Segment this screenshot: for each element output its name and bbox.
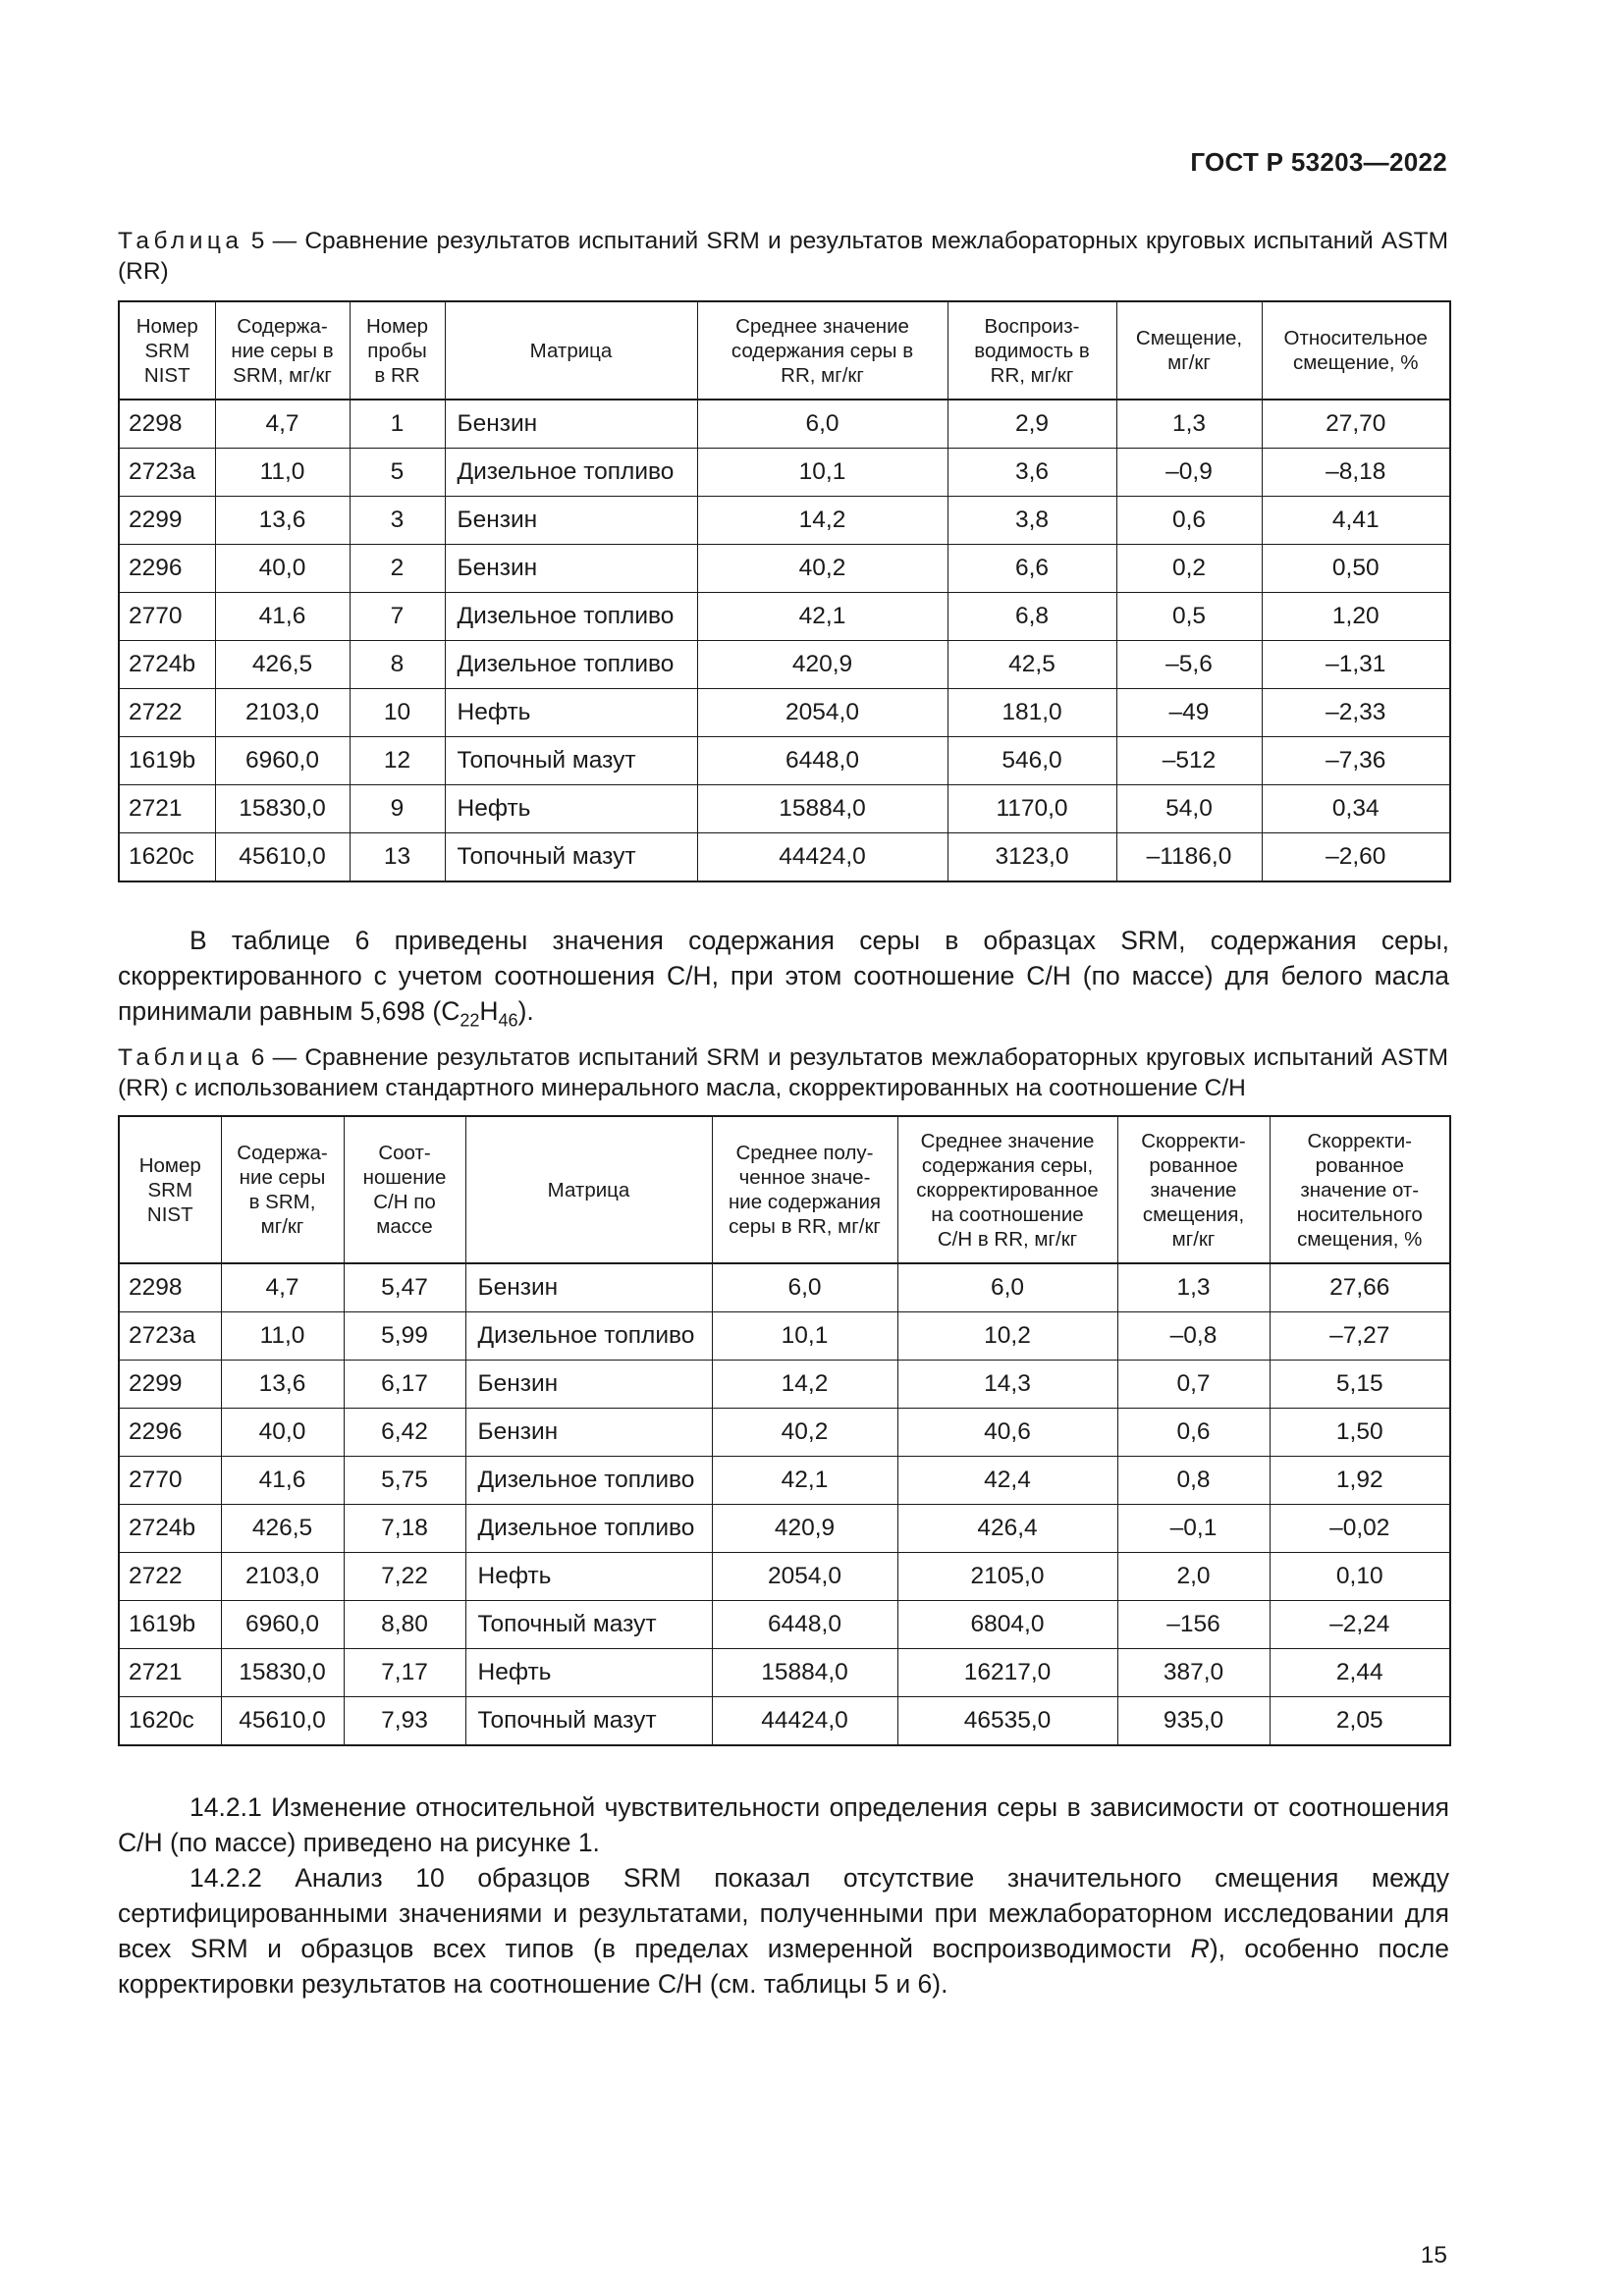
- cell-reproducibility: 6,6: [947, 545, 1116, 593]
- cell-reproducibility: 2,9: [947, 400, 1116, 449]
- header-line: Номер: [138, 1153, 201, 1177]
- paragraph-14-2-1: 14.2.1 Изменение относительной чувствительности определения серы в зависимости от соотношения С/Н (по массе) приведено на рисунке 1.: [118, 1792, 1449, 1857]
- table6-header-ch-ratio: [344, 1116, 465, 1263]
- cell-srm-number: 2723a: [119, 449, 215, 497]
- cell-ch-ratio: 5,75: [344, 1457, 465, 1505]
- table5-header-srm-number: [119, 301, 215, 400]
- cell-relative-bias: –1,31: [1262, 641, 1450, 689]
- header-line: Скорректи-: [1141, 1129, 1246, 1152]
- cell-bias: 0,2: [1116, 545, 1262, 593]
- cell-corrected-relative-bias: 0,10: [1270, 1553, 1450, 1601]
- header-line: мг/кг: [1171, 1227, 1216, 1251]
- cell-corrected-relative-bias: 1,92: [1270, 1457, 1450, 1505]
- header-line: Номер: [365, 314, 429, 338]
- header-line: ченное значе-: [738, 1166, 871, 1189]
- header-line: на соотношение: [931, 1202, 1084, 1226]
- cell-rr-mean: 420,9: [697, 641, 947, 689]
- cell-corrected-bias: 0,8: [1117, 1457, 1270, 1505]
- header-line: ние содержания: [728, 1191, 882, 1213]
- cell-srm-number: 2298: [119, 1263, 221, 1312]
- cell-reproducibility: 3123,0: [947, 833, 1116, 882]
- paragraph3-italic-r: R: [1190, 1934, 1210, 1963]
- cell-srm-number: 2722: [119, 1553, 221, 1601]
- cell-rr-mean: 14,2: [712, 1361, 897, 1409]
- table-row: [119, 1263, 1450, 1312]
- cell-sulfur-srm: 41,6: [215, 593, 350, 641]
- cell-relative-bias: –7,36: [1262, 737, 1450, 785]
- cell-rr-corrected-mean: 2105,0: [897, 1553, 1117, 1601]
- cell-rr-mean: 42,1: [712, 1457, 897, 1505]
- header-line: мг/кг: [1167, 351, 1211, 374]
- page-number: 15: [1420, 2242, 1447, 2269]
- table5-caption-text: 5 — Сравнение результатов испытаний SRM и результатов межлабораторных круговых испытаний ASTM (RR): [118, 228, 1448, 285]
- cell-srm-number: 2722: [119, 689, 215, 737]
- cell-corrected-bias: 1,3: [1117, 1263, 1270, 1312]
- paragraph1-h: H: [479, 996, 499, 1026]
- header-line: серы в RR, мг/кг: [729, 1215, 881, 1238]
- cell-ch-ratio: 7,22: [344, 1553, 465, 1601]
- cell-reproducibility: 42,5: [947, 641, 1116, 689]
- table6-caption-word: Таблица: [118, 1044, 244, 1071]
- cell-rr-sample-number: 9: [350, 785, 445, 833]
- paragraph-table6-intro: [118, 923, 1449, 1029]
- cell-ch-ratio: 5,47: [344, 1263, 465, 1312]
- header-line: массе: [376, 1215, 433, 1238]
- cell-relative-bias: 4,41: [1262, 497, 1450, 545]
- cell-rr-mean: 42,1: [697, 593, 947, 641]
- document-code: ГОСТ Р 53203—2022: [1190, 147, 1447, 177]
- header-line: смещения, %: [1297, 1227, 1423, 1251]
- header-line: Среднее полу-: [735, 1142, 874, 1164]
- table-row: [119, 497, 1450, 545]
- cell-corrected-relative-bias: 2,44: [1270, 1649, 1450, 1697]
- cell-corrected-bias: 0,7: [1117, 1361, 1270, 1409]
- paragraph1-sub-22: 22: [460, 1010, 480, 1031]
- cell-srm-number: 2299: [119, 497, 215, 545]
- cell-sulfur-srm: 15830,0: [215, 785, 350, 833]
- cell-srm-number: 2299: [119, 1361, 221, 1409]
- cell-rr-sample-number: 3: [350, 497, 445, 545]
- cell-rr-sample-number: 8: [350, 641, 445, 689]
- cell-corrected-relative-bias: –2,24: [1270, 1601, 1450, 1649]
- cell-rr-corrected-mean: 42,4: [897, 1457, 1117, 1505]
- cell-rr-corrected-mean: 14,3: [897, 1361, 1117, 1409]
- header-line: ние серы: [239, 1166, 326, 1189]
- cell-rr-corrected-mean: 46535,0: [897, 1697, 1117, 1746]
- header-line: Среднее значение: [735, 314, 909, 338]
- paragraph-14-2-2: [118, 1860, 1449, 2002]
- table-row: [119, 641, 1450, 689]
- table-row: [119, 689, 1450, 737]
- header-line: NIST: [146, 1202, 193, 1226]
- cell-bias: 0,6: [1116, 497, 1262, 545]
- cell-ch-ratio: 6,42: [344, 1409, 465, 1457]
- cell-rr-sample-number: 13: [350, 833, 445, 882]
- table-row: [119, 593, 1450, 641]
- cell-relative-bias: 0,50: [1262, 545, 1450, 593]
- cell-matrix: Топочный мазут: [445, 833, 697, 882]
- table5-header-rr-mean: [697, 301, 947, 400]
- cell-corrected-relative-bias: 1,50: [1270, 1409, 1450, 1457]
- cell-rr-mean: 6448,0: [697, 737, 947, 785]
- header-line: Соот-: [378, 1142, 431, 1164]
- cell-sulfur-srm: 6960,0: [215, 737, 350, 785]
- header-line: ношение: [362, 1166, 447, 1189]
- cell-matrix: Бензин: [465, 1361, 712, 1409]
- cell-srm-number: 2723a: [119, 1312, 221, 1361]
- cell-reproducibility: 181,0: [947, 689, 1116, 737]
- table-row: [119, 1312, 1450, 1361]
- table6-header-rr-mean: [712, 1116, 897, 1263]
- header-line: SRM, мг/кг: [233, 363, 332, 387]
- table-row: [119, 1601, 1450, 1649]
- cell-rr-mean: 44424,0: [697, 833, 947, 882]
- header-line: Смещение,: [1135, 327, 1243, 349]
- table6-header-rr-corrected-mean: [897, 1116, 1117, 1263]
- cell-srm-number: 2724b: [119, 1505, 221, 1553]
- header-line: носительного: [1296, 1202, 1423, 1226]
- table6-header-matrix: [465, 1116, 712, 1263]
- header-line: RR, мг/кг: [990, 363, 1074, 387]
- table5-header-bias: [1116, 301, 1262, 400]
- cell-sulfur-srm: 40,0: [221, 1409, 344, 1457]
- cell-sulfur-srm: 13,6: [221, 1361, 344, 1409]
- cell-matrix: Бензин: [445, 545, 697, 593]
- cell-rr-sample-number: 1: [350, 400, 445, 449]
- cell-rr-sample-number: 10: [350, 689, 445, 737]
- cell-srm-number: 1619b: [119, 1601, 221, 1649]
- header-line: в RR: [374, 363, 420, 387]
- header-line: содержания серы,: [921, 1153, 1094, 1177]
- header-line: Относительное: [1283, 327, 1428, 349]
- table-row: [119, 1457, 1450, 1505]
- cell-matrix: Дизельное топливо: [445, 593, 697, 641]
- cell-relative-bias: –2,33: [1262, 689, 1450, 737]
- cell-corrected-bias: 935,0: [1117, 1697, 1270, 1746]
- cell-rr-mean: 420,9: [712, 1505, 897, 1553]
- table6-body: [119, 1263, 1450, 1745]
- table6-header-corrected-bias: [1117, 1116, 1270, 1263]
- table-row: [119, 1697, 1450, 1746]
- table5-caption: [118, 226, 1448, 287]
- table-row: [119, 833, 1450, 882]
- paragraph1-sub-46: 46: [498, 1010, 518, 1031]
- table6-header-corrected-relative-bias: [1270, 1116, 1450, 1263]
- cell-corrected-bias: 2,0: [1117, 1553, 1270, 1601]
- cell-matrix: Дизельное топливо: [445, 641, 697, 689]
- header-line: Содержа-: [237, 1142, 328, 1164]
- cell-rr-corrected-mean: 40,6: [897, 1409, 1117, 1457]
- table5-header-relative-bias: [1262, 301, 1450, 400]
- cell-relative-bias: –8,18: [1262, 449, 1450, 497]
- cell-corrected-bias: 0,6: [1117, 1409, 1270, 1457]
- cell-bias: –0,9: [1116, 449, 1262, 497]
- cell-matrix: Нефть: [445, 785, 697, 833]
- cell-rr-mean: 40,2: [712, 1409, 897, 1457]
- cell-matrix: Бензин: [445, 497, 697, 545]
- cell-srm-number: 1620c: [119, 833, 215, 882]
- cell-reproducibility: 6,8: [947, 593, 1116, 641]
- header-line: пробы: [367, 339, 427, 362]
- cell-matrix: Топочный мазут: [465, 1697, 712, 1746]
- table6-header-sulfur-srm: [221, 1116, 344, 1263]
- cell-ch-ratio: 6,17: [344, 1361, 465, 1409]
- cell-matrix: Нефть: [465, 1649, 712, 1697]
- cell-bias: –1186,0: [1116, 833, 1262, 882]
- cell-rr-corrected-mean: 6804,0: [897, 1601, 1117, 1649]
- cell-matrix: Нефть: [445, 689, 697, 737]
- header-line: С/Н в RR, мг/кг: [937, 1227, 1078, 1251]
- table-row: [119, 1649, 1450, 1697]
- cell-rr-corrected-mean: 16217,0: [897, 1649, 1117, 1697]
- cell-relative-bias: –2,60: [1262, 833, 1450, 882]
- paragraph3-before: 14.2.2 Анализ 10 образцов SRM показал отсутствие значительного смещения между сертифицированными значениями и результатами, полученными при межлабораторном исследовании для всех SRM и образцов всех типов (в пределах измеренной воспроизводимости: [118, 1863, 1449, 1963]
- table6-header-srm-number: [119, 1116, 221, 1263]
- header-line: Матрица: [529, 339, 613, 362]
- cell-srm-number: 2296: [119, 1409, 221, 1457]
- header-line: ние серы в: [231, 339, 334, 362]
- cell-reproducibility: 3,8: [947, 497, 1116, 545]
- table5-header-matrix: [445, 301, 697, 400]
- paragraph1-text: В таблице 6 приведены значения содержания серы в образцах SRM, содержания серы, скорректированного с учетом соотношения С/Н, при этом соотношение С/Н (по массе) для белого масла принимали равным 5,698 (С: [118, 926, 1449, 1026]
- cell-sulfur-srm: 4,7: [215, 400, 350, 449]
- table5-header-rr-sample-number: [350, 301, 445, 400]
- cell-rr-mean: 2054,0: [697, 689, 947, 737]
- cell-rr-mean: 6,0: [697, 400, 947, 449]
- cell-srm-number: 2721: [119, 1649, 221, 1697]
- cell-ch-ratio: 5,99: [344, 1312, 465, 1361]
- header-line: Матрица: [547, 1178, 630, 1201]
- cell-rr-mean: 6448,0: [712, 1601, 897, 1649]
- cell-sulfur-srm: 13,6: [215, 497, 350, 545]
- header-line: С/Н по: [373, 1191, 436, 1213]
- cell-matrix: Дизельное топливо: [465, 1312, 712, 1361]
- cell-sulfur-srm: 6960,0: [221, 1601, 344, 1649]
- cell-sulfur-srm: 11,0: [215, 449, 350, 497]
- cell-matrix: Дизельное топливо: [445, 449, 697, 497]
- header-line: содержания серы в: [731, 339, 914, 362]
- header-line: RR, мг/кг: [781, 363, 864, 387]
- cell-matrix: Бензин: [465, 1263, 712, 1312]
- cell-srm-number: 1620c: [119, 1697, 221, 1746]
- header-line: NIST: [143, 363, 190, 387]
- cell-sulfur-srm: 426,5: [221, 1505, 344, 1553]
- table5: [118, 300, 1451, 882]
- header-line: мг/кг: [260, 1215, 304, 1238]
- table5-caption-word: Таблица: [118, 228, 244, 254]
- cell-corrected-relative-bias: –0,02: [1270, 1505, 1450, 1553]
- header-line: Воспроиз-: [984, 314, 1080, 338]
- header-line: Номер: [135, 314, 198, 338]
- table5-header-row: [119, 301, 1450, 400]
- cell-rr-mean: 6,0: [712, 1263, 897, 1312]
- cell-matrix: Бензин: [445, 400, 697, 449]
- cell-sulfur-srm: 426,5: [215, 641, 350, 689]
- cell-bias: 54,0: [1116, 785, 1262, 833]
- cell-corrected-bias: –0,8: [1117, 1312, 1270, 1361]
- header-line: SRM: [144, 339, 190, 362]
- cell-relative-bias: 27,70: [1262, 400, 1450, 449]
- header-line: Содержа-: [237, 314, 328, 338]
- cell-rr-sample-number: 12: [350, 737, 445, 785]
- table6-caption-text: 6 — Сравнение результатов испытаний SRM и результатов межлабораторных круговых испытаний ASTM (RR) с использованием стандартного минерального масла, скорректированных на соотношение С/Н: [118, 1044, 1448, 1101]
- cell-ch-ratio: 7,93: [344, 1697, 465, 1746]
- cell-bias: –512: [1116, 737, 1262, 785]
- table6-header-row: [119, 1116, 1450, 1263]
- header-line: рованное: [1149, 1153, 1238, 1177]
- cell-sulfur-srm: 45610,0: [215, 833, 350, 882]
- cell-matrix: Бензин: [465, 1409, 712, 1457]
- table-row: [119, 1553, 1450, 1601]
- cell-matrix: Топочный мазут: [465, 1601, 712, 1649]
- cell-sulfur-srm: 4,7: [221, 1263, 344, 1312]
- cell-matrix: Дизельное топливо: [465, 1457, 712, 1505]
- table-row: [119, 785, 1450, 833]
- header-line: значение от-: [1300, 1178, 1420, 1201]
- cell-relative-bias: 1,20: [1262, 593, 1450, 641]
- table5-header-sulfur-srm: [215, 301, 350, 400]
- cell-rr-mean: 15884,0: [697, 785, 947, 833]
- cell-corrected-bias: 387,0: [1117, 1649, 1270, 1697]
- cell-reproducibility: 546,0: [947, 737, 1116, 785]
- cell-rr-mean: 2054,0: [712, 1553, 897, 1601]
- table-row: [119, 1505, 1450, 1553]
- header-line: водимость в: [974, 339, 1090, 362]
- cell-reproducibility: 1170,0: [947, 785, 1116, 833]
- cell-srm-number: 2721: [119, 785, 215, 833]
- cell-rr-mean: 15884,0: [712, 1649, 897, 1697]
- cell-sulfur-srm: 40,0: [215, 545, 350, 593]
- cell-corrected-relative-bias: 2,05: [1270, 1697, 1450, 1746]
- cell-bias: 0,5: [1116, 593, 1262, 641]
- cell-sulfur-srm: 45610,0: [221, 1697, 344, 1746]
- table5-header-reproducibility: [947, 301, 1116, 400]
- paragraph1-end: ).: [517, 996, 534, 1026]
- cell-rr-mean: 40,2: [697, 545, 947, 593]
- table-row: [119, 1409, 1450, 1457]
- header-line: SRM: [147, 1178, 193, 1201]
- cell-rr-corrected-mean: 6,0: [897, 1263, 1117, 1312]
- cell-rr-sample-number: 2: [350, 545, 445, 593]
- cell-corrected-bias: –0,1: [1117, 1505, 1270, 1553]
- table6-caption: [118, 1042, 1448, 1103]
- cell-ch-ratio: 8,80: [344, 1601, 465, 1649]
- cell-corrected-relative-bias: 5,15: [1270, 1361, 1450, 1409]
- cell-bias: 1,3: [1116, 400, 1262, 449]
- table5-body: [119, 400, 1450, 881]
- header-line: в SRM,: [248, 1191, 316, 1213]
- cell-sulfur-srm: 2103,0: [221, 1553, 344, 1601]
- cell-srm-number: 1619b: [119, 737, 215, 785]
- header-line: смещения,: [1142, 1202, 1245, 1226]
- cell-ch-ratio: 7,18: [344, 1505, 465, 1553]
- table6: [118, 1115, 1451, 1746]
- cell-matrix: Нефть: [465, 1553, 712, 1601]
- cell-rr-mean: 14,2: [697, 497, 947, 545]
- header-line: Скорректи-: [1307, 1129, 1412, 1152]
- table-row: [119, 545, 1450, 593]
- cell-relative-bias: 0,34: [1262, 785, 1450, 833]
- header-line: значение: [1150, 1178, 1237, 1201]
- header-line: скорректированное: [916, 1178, 1099, 1201]
- cell-srm-number: 2770: [119, 1457, 221, 1505]
- cell-rr-sample-number: 5: [350, 449, 445, 497]
- cell-srm-number: 2298: [119, 400, 215, 449]
- cell-sulfur-srm: 2103,0: [215, 689, 350, 737]
- cell-rr-sample-number: 7: [350, 593, 445, 641]
- cell-bias: –5,6: [1116, 641, 1262, 689]
- cell-bias: –49: [1116, 689, 1262, 737]
- cell-corrected-relative-bias: –7,27: [1270, 1312, 1450, 1361]
- cell-matrix: Топочный мазут: [445, 737, 697, 785]
- cell-rr-mean: 10,1: [697, 449, 947, 497]
- cell-rr-mean: 10,1: [712, 1312, 897, 1361]
- paragraph3-after: ), особенно после корректировки результатов на соотношение С/Н (см. таблицы 5 и 6).: [118, 1934, 1449, 1999]
- cell-srm-number: 2724b: [119, 641, 215, 689]
- cell-sulfur-srm: 11,0: [221, 1312, 344, 1361]
- header-line: смещение, %: [1292, 351, 1419, 374]
- cell-matrix: Дизельное топливо: [465, 1505, 712, 1553]
- table-row: [119, 1361, 1450, 1409]
- cell-rr-mean: 44424,0: [712, 1697, 897, 1746]
- table-row: [119, 449, 1450, 497]
- cell-srm-number: 2296: [119, 545, 215, 593]
- cell-rr-corrected-mean: 10,2: [897, 1312, 1117, 1361]
- cell-srm-number: 2770: [119, 593, 215, 641]
- cell-sulfur-srm: 41,6: [221, 1457, 344, 1505]
- cell-rr-corrected-mean: 426,4: [897, 1505, 1117, 1553]
- cell-corrected-relative-bias: 27,66: [1270, 1263, 1450, 1312]
- header-line: Среднее значение: [920, 1129, 1095, 1152]
- header-line: рованное: [1315, 1153, 1404, 1177]
- table-row: [119, 400, 1450, 449]
- cell-ch-ratio: 7,17: [344, 1649, 465, 1697]
- cell-sulfur-srm: 15830,0: [221, 1649, 344, 1697]
- cell-corrected-bias: –156: [1117, 1601, 1270, 1649]
- table-row: [119, 737, 1450, 785]
- cell-reproducibility: 3,6: [947, 449, 1116, 497]
